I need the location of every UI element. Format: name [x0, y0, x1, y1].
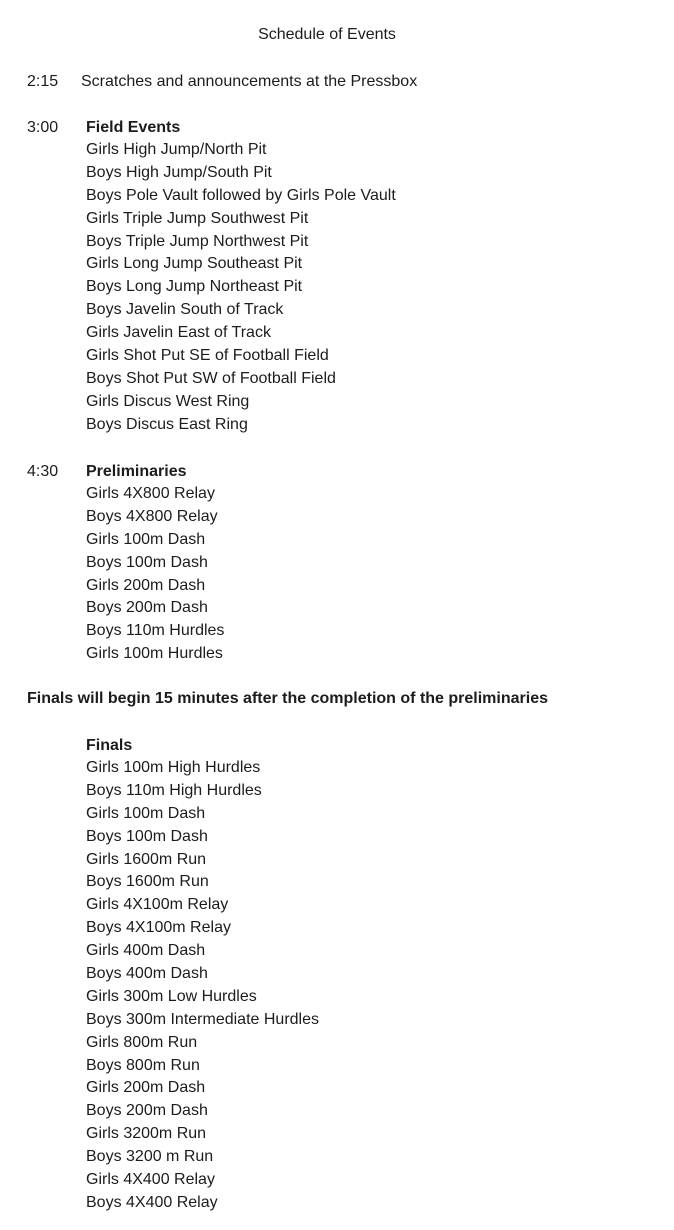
finals-list: [86, 757, 319, 1215]
event-item: Boys 800m Run: [86, 1056, 200, 1074]
event-item: Boys 100m Dash: [86, 553, 208, 571]
event-item: Girls Shot Put SE of Football Field: [86, 347, 329, 365]
event-item: Boys Javelin South of Track: [86, 301, 284, 319]
event-item: Girls 4X800 Relay: [86, 485, 215, 502]
event-item: Boys 4X100m Relay: [86, 919, 231, 937]
event-item: Girls High Jump/North Pit: [86, 141, 267, 158]
event-item: Girls 800m Run: [86, 1033, 198, 1051]
event-item: Boys 110m Hurdles: [86, 622, 225, 640]
event-item: Girls 400m Dash: [86, 942, 206, 960]
event-item: Boys 200m Dash: [86, 599, 208, 617]
finals-note: Finals will begin 15 minutes after the completion of the preliminaries: [27, 690, 548, 707]
scratch-time: 2:15: [27, 73, 59, 90]
event-item: Boys High Jump/South Pit: [86, 163, 272, 181]
field-events-list: [86, 139, 396, 437]
event-item: Boys Discus East Ring: [86, 415, 248, 433]
page-title: Schedule of Events: [258, 26, 396, 43]
event-item: Boys 300m Intermediate Hurdles: [86, 1010, 319, 1028]
event-item: Boys 200m Dash: [86, 1102, 208, 1120]
event-item: Boys Triple Jump Northwest Pit: [86, 232, 309, 250]
event-item: Boys Long Jump Northeast Pit: [86, 278, 303, 296]
preliminaries-time: 4:30: [27, 463, 59, 480]
event-item: Girls 100m Dash: [86, 804, 206, 822]
event-item: Girls 200m Dash: [86, 576, 206, 594]
event-item: Girls Discus West Ring: [86, 392, 250, 410]
event-item: Girls 300m Low Hurdles: [86, 987, 257, 1005]
event-item: Boys 4X400 Relay: [86, 1193, 218, 1211]
event-item: Girls 100m High Hurdles: [86, 759, 261, 776]
event-item: Girls 100m Dash: [86, 530, 206, 548]
event-item: Girls 3200m Run: [86, 1125, 207, 1143]
event-item: Boys 1600m Run: [86, 873, 209, 891]
finals-heading: Finals: [86, 737, 133, 754]
field-events-time: 3:00: [27, 119, 59, 136]
field-events-heading: Field Events: [86, 119, 181, 136]
event-item: Boys 400m Dash: [86, 965, 208, 983]
event-item: Boys 100m Dash: [86, 827, 208, 845]
event-item: Girls 4X100m Relay: [86, 896, 229, 914]
preliminaries-heading: Preliminaries: [86, 463, 187, 480]
event-item: Girls 4X400 Relay: [86, 1171, 215, 1189]
event-item: Girls Triple Jump Southwest Pit: [86, 209, 309, 227]
scratch-text: Scratches and announcements at the Pressbox: [81, 73, 418, 90]
event-item: Girls Javelin East of Track: [86, 324, 271, 342]
preliminaries-list: [86, 483, 224, 666]
event-item: Girls 200m Dash: [86, 1079, 206, 1097]
event-item: Girls 100m Hurdles: [86, 645, 223, 663]
event-item: Girls Long Jump Southeast Pit: [86, 255, 303, 273]
event-item: Boys Shot Put SW of Football Field: [86, 369, 336, 387]
event-item: Girls 1600m Run: [86, 850, 207, 868]
event-item: Boys 110m High Hurdles: [86, 781, 262, 799]
event-item: Boys Pole Vault followed by Girls Pole Vault: [86, 186, 396, 204]
event-item: Boys 3200 m Run: [86, 1148, 214, 1166]
event-item: Boys 4X800 Relay: [86, 507, 218, 525]
